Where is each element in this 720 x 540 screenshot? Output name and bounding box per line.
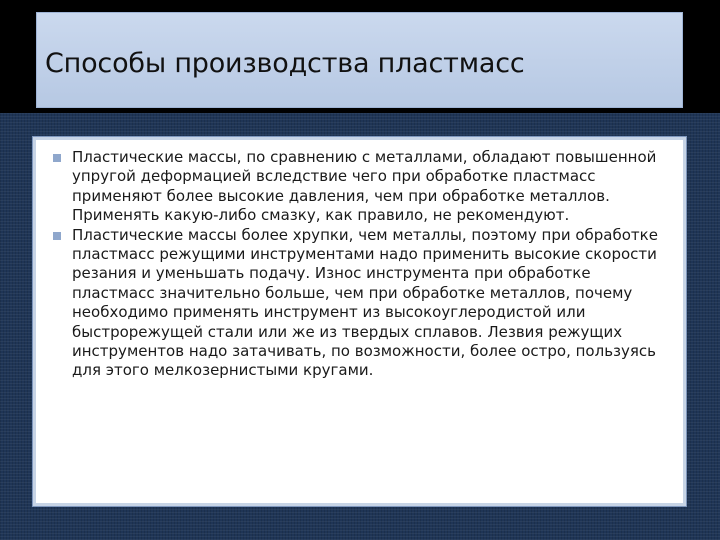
bullet-item — [52, 226, 674, 381]
slide-title: Способы производства пластмасс — [45, 48, 525, 79]
content-box — [36, 140, 683, 503]
bullet-text: Пластические массы более хрупки, чем металлы, поэтому при обработке пластмасс режущими инструментами надо применить высокие скорости резания и уменьшать подачу. Износ инструмента при обработке пластмасс значительно больше, чем при обработке металлов, почему необходимо применять инструмент из высокоуглеродистой или быстрорежущей стали или же из твердых сплавов. Лезвия режущих инструментов надо затачивать, по возможности, более остро, пользуясь для этого мелкозернистыми кругами. — [72, 225, 658, 380]
bullet-list — [52, 148, 674, 381]
bullet-item — [52, 148, 674, 226]
square-bullet-icon — [53, 154, 61, 162]
bullet-text: Пластические массы, по сравнению с металлами, обладают повышенной упругой деформацией вследствие чего при обработке пластмасс применяют более высокие давления, чем при обработке металлов. Применять какую-либо смазку, как правило, не рекомендуют. — [72, 148, 657, 225]
square-bullet-icon — [53, 232, 61, 240]
title-box — [36, 12, 683, 108]
